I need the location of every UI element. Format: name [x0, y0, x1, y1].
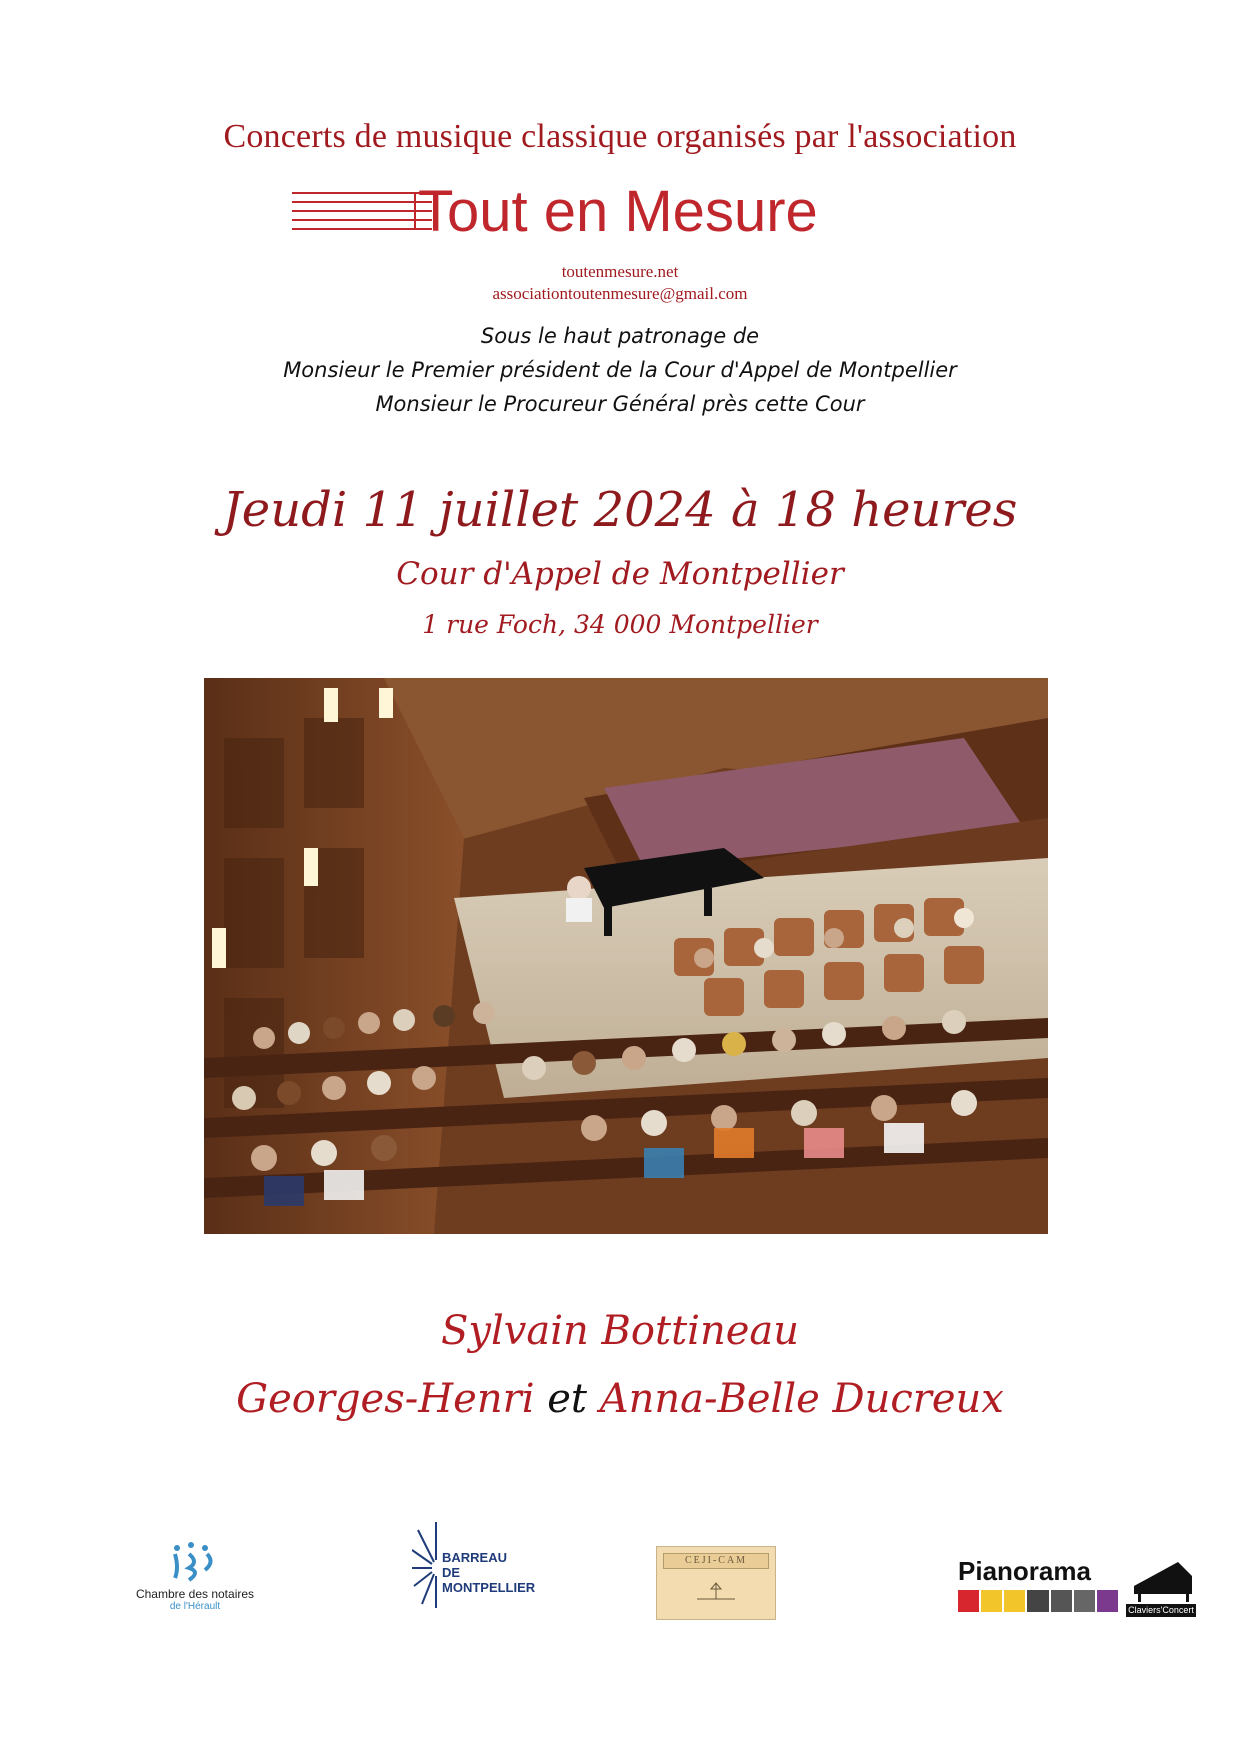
staff-lines-icon: [292, 192, 432, 236]
ceji-cam-label: CEJI-CAM: [663, 1553, 769, 1569]
pianorama-logo: [958, 1556, 1198, 1626]
performer-name-2: Georges-Henri: [236, 1376, 535, 1422]
brand-logo: [292, 178, 892, 248]
notaires-line-1: Chambre des notaires: [135, 1587, 255, 1601]
event-venue: Cour d'Appel de Montpellier: [396, 556, 844, 592]
notaires-line-2: de l'Hérault: [169, 1601, 221, 1612]
performer-line-2: [0, 1376, 1240, 1422]
patronage-line-1: Monsieur le Premier président de la Cour d'Appel de Montpellier: [283, 358, 957, 382]
patronage-heading: Sous le haut patronage de: [480, 324, 760, 348]
performer-name-3: Anna-Belle Ducreux: [599, 1376, 1004, 1422]
performer-connector: et: [547, 1376, 587, 1422]
barreau-line-2: DE MONTPELLIER: [442, 1565, 536, 1595]
pianorama-title: Pianorama: [958, 1556, 1091, 1586]
event-date: Jeudi 11 juillet 2024 à 18 heures: [222, 482, 1018, 538]
event-address: 1 rue Foch, 34 000 Montpellier: [422, 610, 818, 639]
intro-line: Concerts de musique classique organisés par l'association: [223, 118, 1017, 155]
ceji-building-icon: [657, 1569, 775, 1613]
patronage-line-2: Monsieur le Procureur Général près cette Cour: [375, 392, 865, 416]
email-link[interactable]: associationtoutenmesure@gmail.com: [492, 284, 748, 303]
barreau-logo: [412, 1520, 542, 1610]
notaires-emblem-icon: [165, 1540, 225, 1582]
brand-name: Tout en Mesure: [418, 179, 818, 244]
pianorama-sub: Claviers'Concert: [1126, 1604, 1196, 1617]
performer-line-1: Sylvain Bottineau: [441, 1308, 799, 1354]
pianorama-instrument-icons: [958, 1590, 1118, 1612]
notaires-logo: [120, 1540, 270, 1620]
barreau-rays-icon: [412, 1520, 442, 1610]
concert-photo: [204, 678, 1048, 1234]
ceji-cam-logo: [656, 1546, 776, 1620]
website-link[interactable]: toutenmesure.net: [561, 262, 679, 281]
barreau-line-1: BARREAU: [442, 1550, 507, 1565]
